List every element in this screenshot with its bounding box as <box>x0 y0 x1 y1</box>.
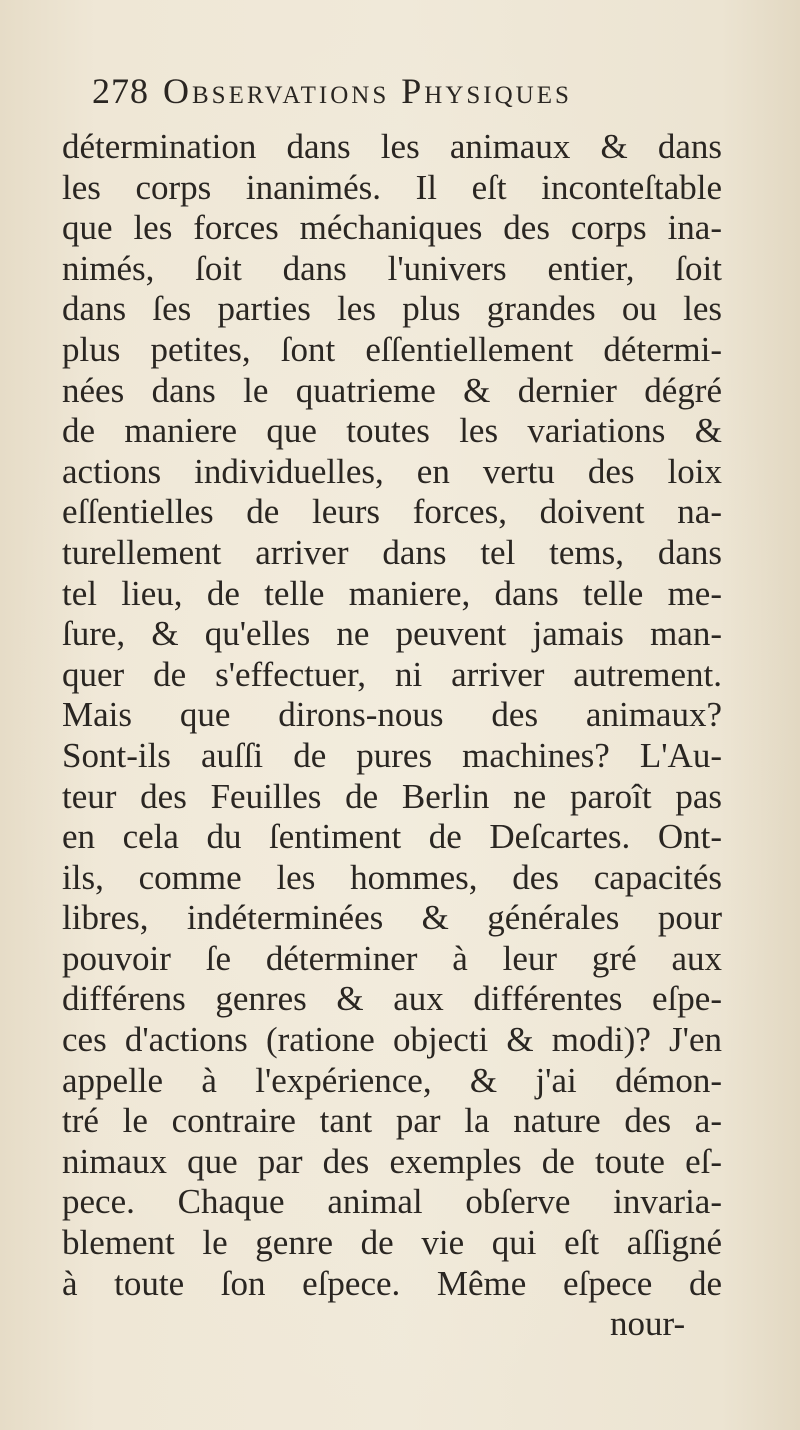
catchword: nour- <box>610 1304 686 1343</box>
text-line: tel lieu, de telle maniere, dans telle me- <box>62 573 722 613</box>
text-line: teur des Feuilles de Berlin ne paroît pas <box>62 776 722 816</box>
page-number: 278 <box>92 71 149 111</box>
text-line: plus petites, ſont eſſentiellement détermi- <box>62 329 722 369</box>
running-head <box>92 70 712 120</box>
text-line: de maniere que toutes les variations & <box>62 411 722 451</box>
text-line: les corps inanimés. Il eſt inconteſtable <box>62 167 722 207</box>
text-line: dans ſes parties les plus grandes ou les <box>62 289 722 329</box>
text-line: détermination dans les animaux & dans <box>62 127 722 166</box>
text-line: nées dans le quatrieme & dernier dégré <box>62 370 722 410</box>
text-line: appelle à l'expérience, & j'ai démon- <box>62 1060 722 1100</box>
text-line: pece. Chaque animal obſerve invaria- <box>62 1182 722 1222</box>
text-line: quer de s'effectuer, ni arriver autrement. <box>62 654 722 694</box>
text-line: en cela du ſentiment de Deſcartes. Ont- <box>62 817 722 857</box>
text-line: actions individuelles, en vertu des loix <box>62 451 722 491</box>
text-line: eſſentielles de leurs forces, doivent na- <box>62 492 722 532</box>
text-line: ces d'actions (ratione objecti & modi)? J'en <box>62 1020 722 1060</box>
text-line: Mais que dirons-nous des animaux? <box>62 695 722 735</box>
body-text <box>62 127 722 1304</box>
running-title: Observations Physiques <box>163 71 572 111</box>
text-line: ſure, & qu'elles ne peuvent jamais man- <box>62 614 722 654</box>
text-line: différens genres & aux différentes eſpe- <box>62 979 722 1019</box>
text-line: ils, comme les hommes, des capacités <box>62 857 722 897</box>
text-line: libres, indéterminées & générales pour <box>62 898 722 938</box>
text-line: tré le contraire tant par la nature des a- <box>62 1101 722 1141</box>
text-line: Sont-ils auſſi de pures machines? L'Au- <box>62 735 722 775</box>
text-line: blement le genre de vie qui eſt aſſigné <box>62 1223 722 1263</box>
text-line: que les forces méchaniques des corps ina- <box>62 208 722 248</box>
text-line: nimés, ſoit dans l'univers entier, ſoit <box>62 248 722 288</box>
text-line: nimaux que par des exemples de toute eſ- <box>62 1141 722 1181</box>
text-line: pouvoir ſe déterminer à leur gré aux <box>62 938 722 978</box>
text-line: à toute ſon eſpece. Même eſpece de <box>62 1263 722 1303</box>
text-line: turellement arriver dans tel tems, dans <box>62 532 722 572</box>
